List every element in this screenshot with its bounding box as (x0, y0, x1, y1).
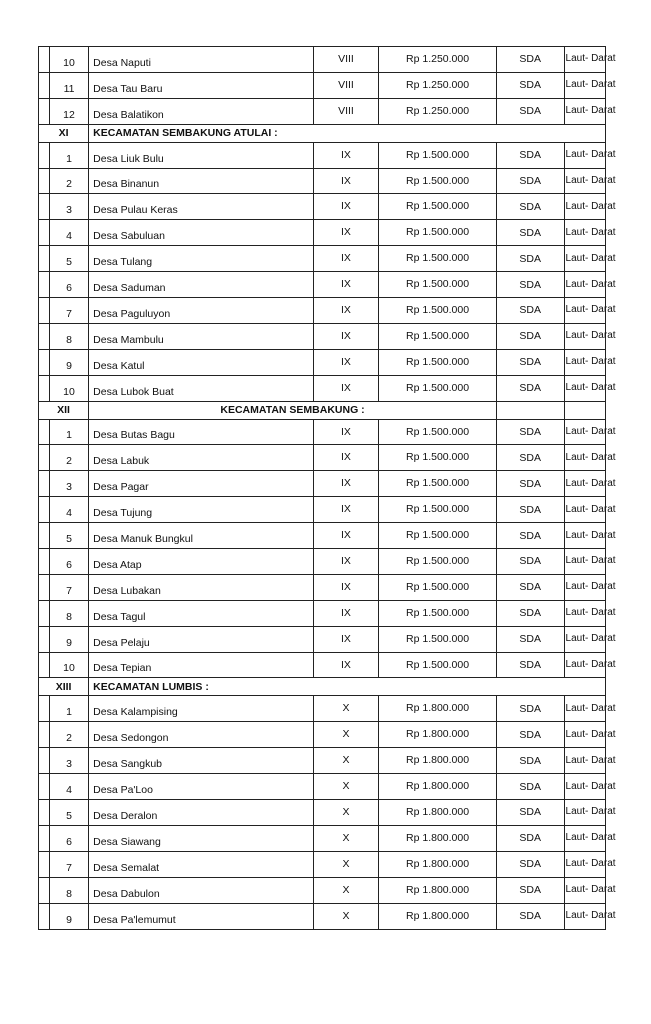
margin-cell (39, 626, 50, 652)
table-row (39, 47, 606, 73)
section-number: XII (39, 401, 89, 419)
table-row (39, 825, 606, 851)
village-name: Desa Semalat (89, 851, 314, 877)
margin-cell (39, 375, 50, 401)
row-number: 4 (49, 497, 88, 523)
allowance-amount: Rp 1.500.000 (379, 194, 497, 220)
village-name: Desa Sangkub (89, 748, 314, 774)
class-code: X (313, 696, 378, 722)
row-number: 10 (49, 47, 88, 73)
class-code: IX (313, 323, 378, 349)
village-name: Desa Butas Bagu (89, 419, 314, 445)
transport-mode: Laut- Darat (564, 375, 605, 401)
allowance-amount: Rp 1.800.000 (379, 748, 497, 774)
class-code: IX (313, 220, 378, 246)
table-row (39, 800, 606, 826)
allowance-amount: Rp 1.500.000 (379, 471, 497, 497)
class-code: X (313, 748, 378, 774)
table-row (39, 497, 606, 523)
allowance-amount: Rp 1.500.000 (379, 419, 497, 445)
class-code: X (313, 800, 378, 826)
fund-source: SDA (496, 142, 564, 168)
allowance-amount: Rp 1.500.000 (379, 220, 497, 246)
village-name: Desa Katul (89, 349, 314, 375)
fund-source: SDA (496, 168, 564, 194)
fund-source: SDA (496, 600, 564, 626)
allowance-amount: Rp 1.250.000 (379, 72, 497, 98)
margin-cell (39, 168, 50, 194)
fund-source: SDA (496, 626, 564, 652)
section-header-row (39, 401, 606, 419)
table-row (39, 774, 606, 800)
transport-mode: Laut- Darat (564, 825, 605, 851)
row-number: 7 (49, 851, 88, 877)
transport-mode: Laut- Darat (564, 574, 605, 600)
fund-source: SDA (496, 696, 564, 722)
class-code: IX (313, 574, 378, 600)
row-number: 6 (49, 825, 88, 851)
transport-mode: Laut- Darat (564, 774, 605, 800)
margin-cell (39, 851, 50, 877)
table-row (39, 246, 606, 272)
fund-source: SDA (496, 800, 564, 826)
village-name: Desa Dabulon (89, 877, 314, 903)
class-code: VIII (313, 98, 378, 124)
row-number: 8 (49, 323, 88, 349)
transport-mode: Laut- Darat (564, 471, 605, 497)
margin-cell (39, 600, 50, 626)
row-number: 10 (49, 652, 88, 678)
transport-mode: Laut- Darat (564, 652, 605, 678)
village-name: Desa Siawang (89, 825, 314, 851)
margin-cell (39, 98, 50, 124)
section-title: KECAMATAN LUMBIS : (89, 678, 606, 696)
margin-cell (39, 774, 50, 800)
fund-source: SDA (496, 72, 564, 98)
fund-source: SDA (496, 774, 564, 800)
row-number: 4 (49, 220, 88, 246)
margin-cell (39, 419, 50, 445)
fund-source: SDA (496, 194, 564, 220)
row-number: 12 (49, 98, 88, 124)
village-name: Desa Tagul (89, 600, 314, 626)
margin-cell (39, 471, 50, 497)
transport-mode: Laut- Darat (564, 600, 605, 626)
class-code: IX (313, 375, 378, 401)
table-row (39, 72, 606, 98)
class-code: IX (313, 471, 378, 497)
row-number: 11 (49, 72, 88, 98)
table-row (39, 652, 606, 678)
village-name: Desa Saduman (89, 272, 314, 298)
row-number: 3 (49, 194, 88, 220)
transport-mode: Laut- Darat (564, 272, 605, 298)
fund-source: SDA (496, 272, 564, 298)
row-number: 5 (49, 523, 88, 549)
village-name: Desa Labuk (89, 445, 314, 471)
transport-mode: Laut- Darat (564, 47, 605, 73)
village-name: Desa Pa'lemumut (89, 903, 314, 929)
class-code: X (313, 851, 378, 877)
class-code: IX (313, 600, 378, 626)
fund-source: SDA (496, 298, 564, 324)
class-code: IX (313, 272, 378, 298)
fund-source: SDA (496, 851, 564, 877)
class-code: VIII (313, 72, 378, 98)
class-code: X (313, 903, 378, 929)
table-row (39, 194, 606, 220)
transport-mode: Laut- Darat (564, 168, 605, 194)
section-header-row (39, 124, 606, 142)
transport-mode: Laut- Darat (564, 72, 605, 98)
allowance-amount: Rp 1.500.000 (379, 626, 497, 652)
fund-source: SDA (496, 471, 564, 497)
margin-cell (39, 220, 50, 246)
transport-mode: Laut- Darat (564, 349, 605, 375)
class-code: IX (313, 168, 378, 194)
table-row (39, 323, 606, 349)
table-row (39, 375, 606, 401)
margin-cell (39, 323, 50, 349)
transport-mode: Laut- Darat (564, 419, 605, 445)
allowance-amount: Rp 1.500.000 (379, 168, 497, 194)
margin-cell (39, 523, 50, 549)
row-number: 1 (49, 142, 88, 168)
fund-source: SDA (496, 903, 564, 929)
transport-mode: Laut- Darat (564, 549, 605, 575)
fund-source: SDA (496, 246, 564, 272)
table-row (39, 471, 606, 497)
class-code: IX (313, 445, 378, 471)
fund-source: SDA (496, 722, 564, 748)
margin-cell (39, 142, 50, 168)
allowance-amount: Rp 1.250.000 (379, 98, 497, 124)
row-number: 8 (49, 877, 88, 903)
row-number: 4 (49, 774, 88, 800)
row-number: 1 (49, 419, 88, 445)
village-name: Desa Lubok Buat (89, 375, 314, 401)
row-number: 2 (49, 722, 88, 748)
empty-cell (564, 401, 605, 419)
class-code: IX (313, 549, 378, 575)
fund-source: SDA (496, 825, 564, 851)
margin-cell (39, 825, 50, 851)
class-code: X (313, 877, 378, 903)
fund-source: SDA (496, 47, 564, 73)
transport-mode: Laut- Darat (564, 246, 605, 272)
margin-cell (39, 574, 50, 600)
village-name: Desa Naputi (89, 47, 314, 73)
transport-mode: Laut- Darat (564, 298, 605, 324)
transport-mode: Laut- Darat (564, 194, 605, 220)
transport-mode: Laut- Darat (564, 800, 605, 826)
row-number: 3 (49, 748, 88, 774)
village-name: Desa Sedongon (89, 722, 314, 748)
row-number: 6 (49, 549, 88, 575)
allowance-amount: Rp 1.500.000 (379, 142, 497, 168)
section-title: KECAMATAN SEMBAKUNG : (89, 401, 497, 419)
class-code: X (313, 722, 378, 748)
row-number: 3 (49, 471, 88, 497)
table-row (39, 626, 606, 652)
village-name: Desa Tau Baru (89, 72, 314, 98)
village-name: Desa Pulau Keras (89, 194, 314, 220)
table-row (39, 98, 606, 124)
row-number: 5 (49, 246, 88, 272)
table-row (39, 877, 606, 903)
row-number: 9 (49, 349, 88, 375)
class-code: IX (313, 349, 378, 375)
village-name: Desa Tulang (89, 246, 314, 272)
fund-source: SDA (496, 98, 564, 124)
village-name: Desa Pa'Loo (89, 774, 314, 800)
table-row (39, 722, 606, 748)
allowance-amount: Rp 1.800.000 (379, 903, 497, 929)
fund-source: SDA (496, 549, 564, 575)
allowance-amount: Rp 1.500.000 (379, 298, 497, 324)
table-row (39, 298, 606, 324)
transport-mode: Laut- Darat (564, 323, 605, 349)
allowance-amount: Rp 1.500.000 (379, 497, 497, 523)
transport-mode: Laut- Darat (564, 903, 605, 929)
margin-cell (39, 272, 50, 298)
village-name: Desa Pagar (89, 471, 314, 497)
allowance-amount: Rp 1.800.000 (379, 877, 497, 903)
class-code: IX (313, 419, 378, 445)
village-name: Desa Sabuluan (89, 220, 314, 246)
fund-source: SDA (496, 748, 564, 774)
transport-mode: Laut- Darat (564, 497, 605, 523)
allowance-amount: Rp 1.500.000 (379, 272, 497, 298)
fund-source: SDA (496, 419, 564, 445)
row-number: 9 (49, 626, 88, 652)
margin-cell (39, 194, 50, 220)
allowance-amount: Rp 1.800.000 (379, 722, 497, 748)
village-name: Desa Pelaju (89, 626, 314, 652)
transport-mode: Laut- Darat (564, 626, 605, 652)
transport-mode: Laut- Darat (564, 523, 605, 549)
section-number: XIII (39, 678, 89, 696)
village-name: Desa Tujung (89, 497, 314, 523)
class-code: X (313, 774, 378, 800)
section-title: KECAMATAN SEMBAKUNG ATULAI : (89, 124, 606, 142)
table-row (39, 748, 606, 774)
village-name: Desa Manuk Bungkul (89, 523, 314, 549)
section-header-row (39, 678, 606, 696)
table-row (39, 349, 606, 375)
village-name: Desa Balatikon (89, 98, 314, 124)
fund-source: SDA (496, 445, 564, 471)
table-row (39, 903, 606, 929)
table-row (39, 549, 606, 575)
margin-cell (39, 497, 50, 523)
class-code: IX (313, 142, 378, 168)
row-number: 6 (49, 272, 88, 298)
allowance-amount: Rp 1.500.000 (379, 652, 497, 678)
village-name: Desa Lubakan (89, 574, 314, 600)
allowance-amount: Rp 1.250.000 (379, 47, 497, 73)
transport-mode: Laut- Darat (564, 696, 605, 722)
allowance-amount: Rp 1.500.000 (379, 574, 497, 600)
transport-mode: Laut- Darat (564, 851, 605, 877)
table-row (39, 168, 606, 194)
row-number: 8 (49, 600, 88, 626)
margin-cell (39, 800, 50, 826)
class-code: VIII (313, 47, 378, 73)
transport-mode: Laut- Darat (564, 220, 605, 246)
village-name: Desa Atap (89, 549, 314, 575)
allowance-amount: Rp 1.500.000 (379, 246, 497, 272)
table-row (39, 445, 606, 471)
row-number: 2 (49, 168, 88, 194)
table-row (39, 142, 606, 168)
table-row (39, 523, 606, 549)
row-number: 10 (49, 375, 88, 401)
class-code: X (313, 825, 378, 851)
village-name: Desa Mambulu (89, 323, 314, 349)
fund-source: SDA (496, 652, 564, 678)
margin-cell (39, 349, 50, 375)
margin-cell (39, 549, 50, 575)
class-code: IX (313, 246, 378, 272)
table-row (39, 220, 606, 246)
row-number: 5 (49, 800, 88, 826)
village-name: Desa Binanun (89, 168, 314, 194)
fund-source: SDA (496, 349, 564, 375)
margin-cell (39, 246, 50, 272)
fund-source: SDA (496, 323, 564, 349)
fund-source: SDA (496, 375, 564, 401)
class-code: IX (313, 626, 378, 652)
table-row (39, 851, 606, 877)
class-code: IX (313, 652, 378, 678)
transport-mode: Laut- Darat (564, 445, 605, 471)
allowance-amount: Rp 1.800.000 (379, 825, 497, 851)
table-row (39, 574, 606, 600)
allowance-amount: Rp 1.800.000 (379, 851, 497, 877)
allowance-amount: Rp 1.500.000 (379, 600, 497, 626)
village-name: Desa Paguluyon (89, 298, 314, 324)
margin-cell (39, 298, 50, 324)
margin-cell (39, 877, 50, 903)
table-row (39, 600, 606, 626)
allowance-amount: Rp 1.800.000 (379, 696, 497, 722)
village-name: Desa Liuk Bulu (89, 142, 314, 168)
margin-cell (39, 903, 50, 929)
class-code: IX (313, 523, 378, 549)
table-body (39, 47, 616, 930)
transport-mode: Laut- Darat (564, 98, 605, 124)
allowance-amount: Rp 1.800.000 (379, 800, 497, 826)
village-name: Desa Tepian (89, 652, 314, 678)
village-name: Desa Deralon (89, 800, 314, 826)
fund-source: SDA (496, 220, 564, 246)
village-name: Desa Kalampising (89, 696, 314, 722)
class-code: IX (313, 194, 378, 220)
transport-mode: Laut- Darat (564, 748, 605, 774)
transport-mode: Laut- Darat (564, 877, 605, 903)
row-number: 7 (49, 574, 88, 600)
transport-mode: Laut- Darat (564, 722, 605, 748)
allowance-amount: Rp 1.500.000 (379, 549, 497, 575)
table-row (39, 419, 606, 445)
row-number: 7 (49, 298, 88, 324)
fund-source: SDA (496, 497, 564, 523)
margin-cell (39, 445, 50, 471)
margin-cell (39, 748, 50, 774)
class-code: IX (313, 497, 378, 523)
fund-source: SDA (496, 574, 564, 600)
fund-source: SDA (496, 523, 564, 549)
transport-mode: Laut- Darat (564, 142, 605, 168)
allowance-amount: Rp 1.500.000 (379, 375, 497, 401)
allowance-amount: Rp 1.800.000 (379, 774, 497, 800)
table-row (39, 272, 606, 298)
allowance-amount: Rp 1.500.000 (379, 523, 497, 549)
margin-cell (39, 722, 50, 748)
allowance-amount: Rp 1.500.000 (379, 445, 497, 471)
margin-cell (39, 696, 50, 722)
row-number: 1 (49, 696, 88, 722)
allowance-amount: Rp 1.500.000 (379, 323, 497, 349)
class-code: IX (313, 298, 378, 324)
allowance-amount: Rp 1.500.000 (379, 349, 497, 375)
margin-cell (39, 72, 50, 98)
margin-cell (39, 652, 50, 678)
fund-source: SDA (496, 877, 564, 903)
empty-cell (496, 401, 564, 419)
margin-cell (39, 47, 50, 73)
section-number: XI (39, 124, 89, 142)
table-row (39, 696, 606, 722)
row-number: 2 (49, 445, 88, 471)
row-number: 9 (49, 903, 88, 929)
allowance-table (38, 46, 616, 930)
